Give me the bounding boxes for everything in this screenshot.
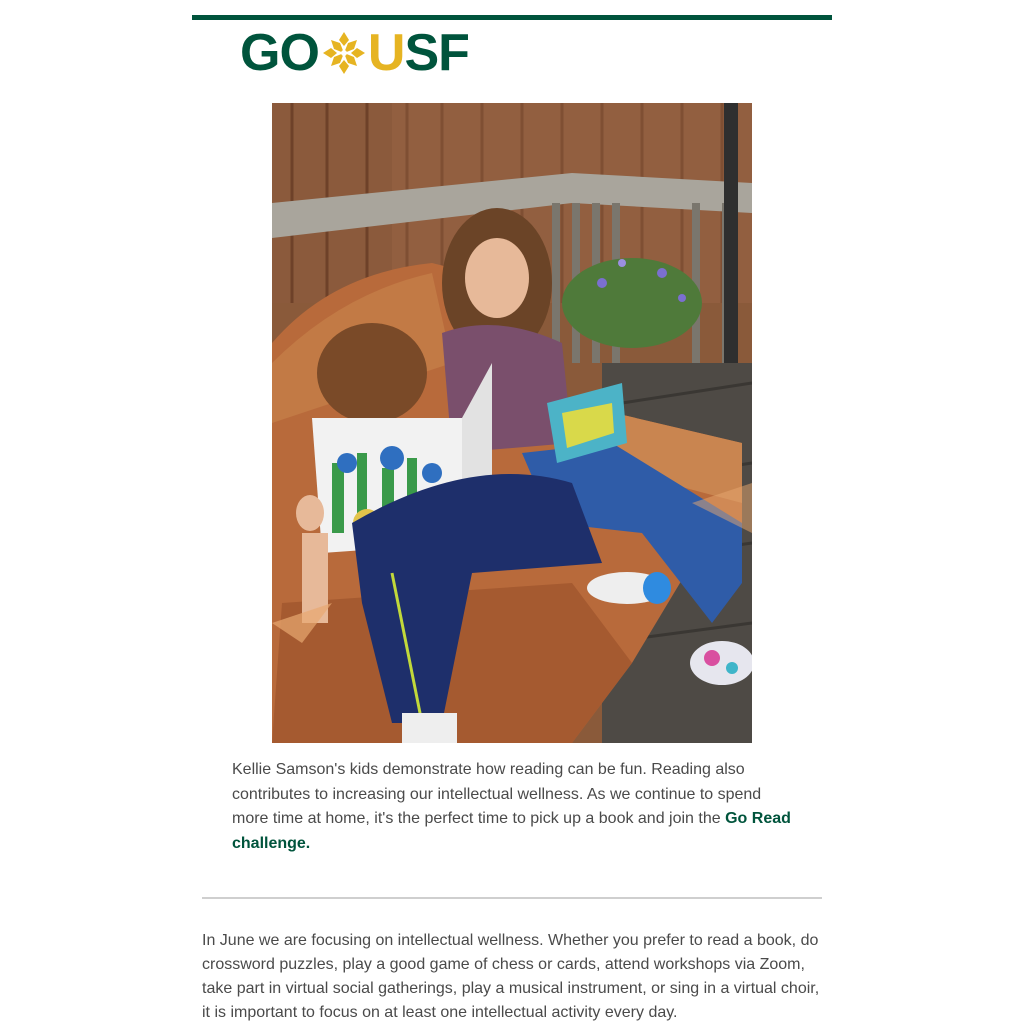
logo-u-text: U	[367, 24, 405, 82]
intellectual-wellness-paragraph: In June we are focusing on intellectual wellness. Whether you prefer to read a book, do crossword puzzles, play a good game of chess or cards, attend workshops via Zoom, take part in virtual social gatherings, play a musical instrument, or sing in a virtual choir, it is important to focus on at least one intellectual activity every day.	[202, 932, 820, 1021]
go-read-challenge-link[interactable]: Go Read challenge.	[232, 810, 791, 852]
bull-horns-icon	[321, 30, 367, 76]
go-usf-logo[interactable]	[240, 24, 469, 82]
section-divider	[202, 897, 822, 899]
logo-sf-text: SF	[404, 24, 469, 82]
top-accent-bar	[192, 15, 832, 20]
caption-text: Kellie Samson's kids demonstrate how reading can be fun. Reading also contributes to increasing our intellectual wellness. As we continue to spend more time at home, it's the perfect time to pick up a book and join the	[232, 761, 762, 827]
kids-reading-photo	[272, 103, 752, 743]
logo-go-text: GO	[240, 24, 319, 82]
photo-caption	[232, 758, 802, 856]
email-container	[192, 0, 832, 1024]
